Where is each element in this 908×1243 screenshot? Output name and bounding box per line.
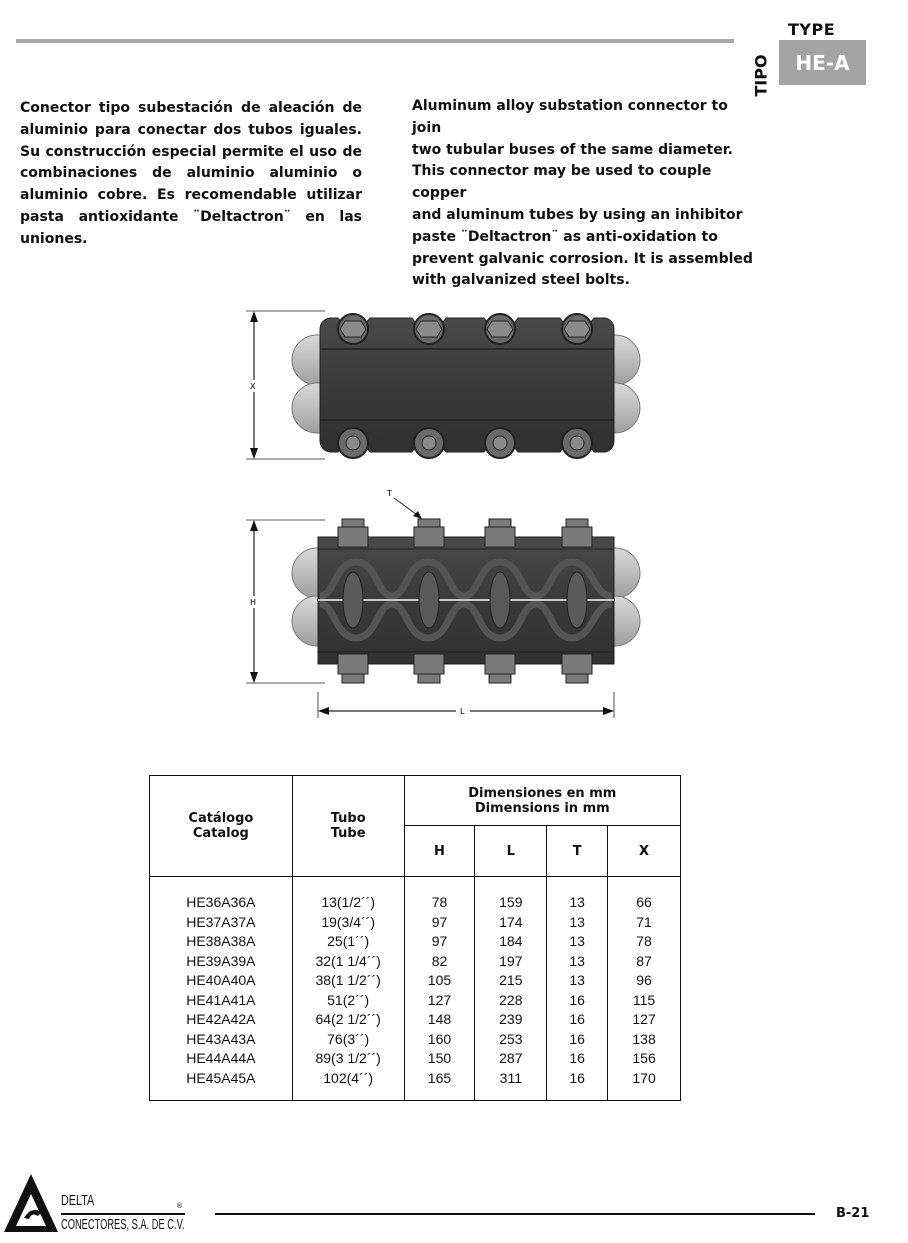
table-cell: 159 [499, 894, 523, 910]
table-cell: 13 [569, 913, 585, 930]
table-cell: 16 [569, 1011, 585, 1027]
footer-rule [215, 1213, 815, 1215]
description-spanish: Conector tipo subestación de aleación de aluminio para conectar dos tubos iguales. Su construcción especial permite el uso de combinaciones de aluminio aluminio o aluminio cobre. Es recomendable utilizar pasta antioxidante ¨Deltactron¨ en las uniones. [20, 100, 362, 247]
table-cell: 71 [636, 913, 652, 930]
table-cell: 82 [431, 952, 448, 969]
table-cell: HE37A37A [186, 913, 256, 930]
table-cell: 66 [636, 894, 652, 910]
table-cell: 13 [569, 933, 585, 949]
table-cell: 287 [499, 1050, 523, 1066]
model-badge: HE-A [779, 40, 866, 85]
table-cell: 16 [569, 1069, 585, 1086]
table-cell: 13 [569, 972, 585, 988]
l-header: L [475, 826, 547, 877]
logo-divider [61, 1213, 185, 1215]
delta-logo [2, 1172, 60, 1234]
table-cell: 102(4´´) [323, 1069, 374, 1086]
table-cell: 64(2 1/2´´) [315, 1011, 381, 1027]
company-name-line1: DELTA [61, 1192, 95, 1209]
table-cell: 19(3/4´´) [321, 913, 375, 930]
dim-h-label: H [250, 598, 257, 607]
table-cell: 253 [499, 1030, 523, 1047]
h-column [404, 877, 475, 1101]
description-english: Aluminum alloy substation connector to join two tubular buses of the same diameter. This connector may be used to couple copper and aluminum tubes by using an inhibitor paste ¨Deltactron¨ as anti-oxidation to prevent galvanic corrosion. It is assembled with galvanized steel bolts. [412, 98, 753, 289]
catalog-column [150, 877, 293, 1101]
table-cell: 87 [636, 952, 652, 969]
top-rule [16, 39, 734, 43]
table-cell: 148 [427, 1011, 452, 1027]
page-number: B-21 [836, 1206, 870, 1221]
tipo-label: TIPO [751, 54, 771, 97]
table-cell: 150 [427, 1050, 452, 1066]
table-cell: 160 [427, 1030, 452, 1047]
table-cell: HE41A41A [186, 991, 256, 1008]
dimensions-table [149, 775, 681, 1101]
dim-x-label: X [250, 382, 256, 391]
table-cell: 16 [569, 1050, 585, 1066]
t-header: T [547, 826, 608, 877]
table-cell: 32(1 1/4´´) [315, 952, 381, 969]
table-cell: 184 [499, 933, 523, 949]
side-view [246, 489, 640, 718]
t-column [547, 877, 608, 1101]
table-cell: 97 [431, 913, 448, 930]
catalog-header: Catálogo Catalog [150, 776, 293, 877]
table-cell: 16 [569, 991, 585, 1008]
tube-header: Tubo Tube [292, 776, 404, 877]
dimensions-header: Dimensiones en mm Dimensions in mm [404, 776, 680, 826]
table-cell: 127 [427, 991, 452, 1008]
table-cell: 165 [427, 1069, 452, 1086]
table-cell: 138 [632, 1030, 656, 1047]
table-cell: HE42A42A [186, 1011, 256, 1027]
table-cell: 89(3 1/2´´) [315, 1050, 381, 1066]
table-cell: 311 [499, 1069, 522, 1086]
table-cell: 127 [632, 1011, 656, 1027]
tube-column [292, 877, 404, 1101]
table-cell: 76(3´´) [327, 1030, 370, 1047]
table-cell: HE45A45A [186, 1069, 256, 1086]
top-view [246, 311, 640, 459]
connector-drawing [0, 290, 908, 730]
h-header: H [404, 826, 475, 877]
table-cell: 78 [636, 933, 652, 949]
table-cell: 170 [632, 1069, 656, 1086]
table-cell: 215 [499, 972, 523, 988]
table-cell: 239 [499, 1011, 523, 1027]
table-cell: 78 [431, 894, 448, 910]
table-cell: 156 [632, 1050, 656, 1066]
dim-l-label: L [460, 707, 465, 716]
l-column [475, 877, 547, 1101]
table-cell: HE39A39A [186, 952, 256, 969]
company-name-line2: CONECTORES, S.A. DE C.V. [61, 1216, 185, 1233]
table-cell: 197 [499, 952, 523, 969]
table-cell: HE36A36A [186, 894, 256, 910]
table-cell: 97 [431, 933, 448, 949]
table-cell: HE38A38A [186, 933, 256, 949]
table-cell: 105 [427, 972, 452, 988]
type-label: TYPE [788, 20, 836, 39]
table-cell: 228 [499, 991, 523, 1008]
table-cell: 13 [569, 952, 585, 969]
table-body-row [150, 877, 681, 1101]
table-cell: 13 [569, 894, 585, 910]
table-cell: 174 [499, 913, 523, 930]
x-header: X [608, 826, 681, 877]
table-cell: HE44A44A [186, 1050, 256, 1066]
table-cell: 96 [636, 972, 652, 988]
table-cell: 38(1 1/2´´) [315, 972, 381, 988]
table-cell: 13(1/2´´) [321, 894, 375, 910]
dim-t-label: T [387, 489, 392, 498]
table-cell: 51(2´´) [327, 991, 370, 1008]
table-cell: 16 [569, 1030, 585, 1047]
table-cell: 25(1´´) [327, 933, 370, 949]
table-cell: HE43A43A [186, 1030, 256, 1047]
table-cell: 115 [632, 991, 656, 1008]
x-column [608, 877, 681, 1101]
table-cell: HE40A40A [186, 972, 256, 988]
registered-mark: ® [176, 1202, 183, 1210]
